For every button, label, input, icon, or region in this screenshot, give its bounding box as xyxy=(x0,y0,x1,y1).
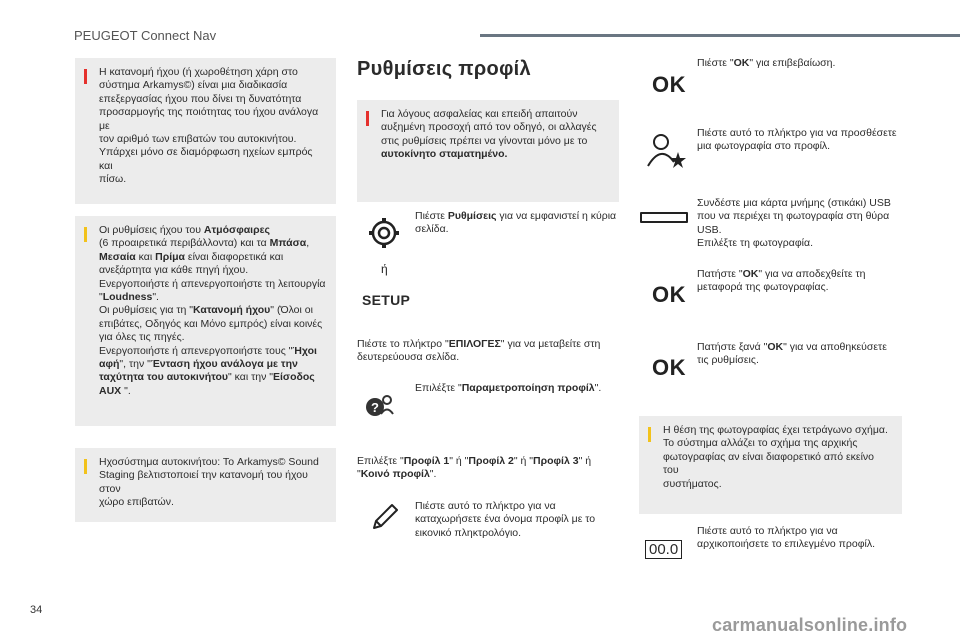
sound-staging-note xyxy=(75,448,336,522)
note-line: Οι ρυθμίσεις για τη "Κατανομή ήχου" (Όλοι οι xyxy=(99,304,313,317)
warning-marker xyxy=(84,69,87,84)
note-line: αυξημένη προσοχή από τον οδηγό, οι αλλαγές xyxy=(381,121,597,134)
header-title: PEUGEOT Connect Nav xyxy=(74,28,217,43)
step-line: καταχωρήσετε ένα όνομα προφίλ με το xyxy=(415,513,596,526)
ok-button[interactable]: OK xyxy=(652,355,686,380)
note-line: AUX ". xyxy=(99,384,131,397)
step-line: αρχικοποιήσετε το επιλεγμένο προφίλ. xyxy=(697,538,876,551)
note-line: (6 προαιρετικά περιβάλλοντα) και τα Μπάσα, xyxy=(99,237,310,250)
step-line: Πιέστε αυτό το πλήκτρο για να xyxy=(697,525,838,537)
arkamys-note xyxy=(75,58,336,204)
svg-text:?: ? xyxy=(371,400,379,415)
note-line: επεξεργασίας ήχου που δίνει τη δυνατότητα xyxy=(99,92,302,105)
step-line: Επιλέξτε "Προφίλ 1" ή "Προφίλ 2" ή "Προφίλ 3" ή xyxy=(357,455,592,467)
or-label: ή xyxy=(381,262,388,276)
info-marker xyxy=(84,459,87,474)
info-marker xyxy=(84,227,87,242)
pencil-icon[interactable] xyxy=(368,500,402,534)
step-usb xyxy=(697,197,891,251)
note-line: συστήματος. xyxy=(663,477,722,490)
step-line: μεταφορά της φωτογραφίας. xyxy=(697,281,829,294)
note-line: πίσω. xyxy=(99,173,127,186)
step-add-photo xyxy=(697,127,897,154)
watermark: carmanualsonline.info xyxy=(712,615,908,635)
warning-marker xyxy=(366,111,369,126)
note-line: Staging βελτιστοποιεί την κατανομή του ήχου στον xyxy=(99,469,308,495)
note-line: Η θέση της φωτογραφίας έχει τετράγωνο σχήμα. xyxy=(663,424,888,436)
step-line: σελίδα. xyxy=(415,223,449,236)
usb-port-icon xyxy=(640,212,688,223)
page-number: 34 xyxy=(30,604,43,616)
step-line: USB. xyxy=(697,223,722,236)
note-line: αφή", την "Ένταση ήχου ανάλογα με την xyxy=(99,358,298,371)
audio-settings-note xyxy=(75,216,336,426)
note-line: προσαρμογής της ποιότητας του ήχου ανάλογα με xyxy=(99,106,319,132)
reset-profile-button[interactable]: 00.0 xyxy=(645,540,682,559)
step-line: Επιλέξτε "Παραμετροποίηση προφίλ". xyxy=(415,382,602,394)
profile-help-icon[interactable] xyxy=(362,390,396,424)
setup-button[interactable]: SETUP xyxy=(362,292,411,308)
gear-icon[interactable] xyxy=(368,217,400,249)
note-line: Οι ρυθμίσεις ήχου του Ατμόσφαιρες xyxy=(99,224,271,236)
step-line: μια φωτογραφία στο προφίλ. xyxy=(697,140,831,153)
add-photo-icon[interactable] xyxy=(645,130,687,170)
note-line: αυτοκίνητο σταματημένο. xyxy=(381,148,508,161)
note-line: Το σύστημα αλλάζει το σχήμα της αρχικής xyxy=(663,437,858,450)
step-ok-save xyxy=(697,341,887,368)
note-line: Για λόγους ασφαλείας και επειδή απαιτούν xyxy=(381,108,578,120)
ok-button[interactable]: OK xyxy=(652,72,686,97)
step-line: Επιλέξτε τη φωτογραφία. xyxy=(697,237,813,250)
step-line: "Κοινό προφίλ". xyxy=(357,468,437,481)
note-line: ανεξάρτητα για κάθε πηγή ήχου. xyxy=(99,264,249,277)
step-reset xyxy=(697,525,875,552)
note-line: Η κατανομή ήχου (ή χωροθέτηση χάρη στο xyxy=(99,66,298,78)
photo-format-note xyxy=(639,416,902,514)
note-line: Ηχοσύστημα αυτοκινήτου: Το Arkamys© Sound xyxy=(99,456,319,468)
section-heading: Ρυθμίσεις προφίλ xyxy=(357,58,531,80)
step-line: τις ρυθμίσεις. xyxy=(697,354,759,367)
ok-button[interactable]: OK xyxy=(652,282,686,307)
note-line: ταχύτητα του αυτοκινήτου" και την "Είσοδος xyxy=(99,371,315,384)
note-line: Μεσαία και Πρίμα είναι διαφορετικά και xyxy=(99,250,284,263)
note-line: "Loudness". xyxy=(99,291,159,304)
step-line: Πιέστε αυτό το πλήκτρο για να προσθέσετε xyxy=(697,127,897,139)
step-name-profile xyxy=(415,500,595,540)
step-ok-accept xyxy=(697,268,865,295)
note-line: Ενεργοποιήστε ή απενεργοποιήστε τη λειτουργία xyxy=(99,277,326,290)
note-line: σύστημα Arkamys©) είναι μια διαδικασία xyxy=(99,79,288,92)
note-line: χώρο επιβατών. xyxy=(99,496,174,509)
step-line: Πατήστε ξανά "OK" για να αποθηκεύσετε xyxy=(697,341,887,353)
step-line: εικονικό πληκτρολόγιο. xyxy=(415,526,522,539)
note-line: Ενεργοποιήστε ή απενεργοποιήστε τους "Ήχοι xyxy=(99,344,317,357)
note-line: φωτογραφίας αν είναι διαφορετικό από εκείνο του xyxy=(663,450,875,477)
step-profile-settings xyxy=(415,382,601,395)
step-line: που να περιέχει τη φωτογραφία στη θύρα xyxy=(697,210,890,223)
note-line: Υπάρχει μόνο σε διαμόρφωση ηχείων εμπρός και xyxy=(99,146,313,172)
step-line: Πιέστε Ρυθμίσεις για να εμφανιστεί η κύρια xyxy=(415,210,617,222)
step-options xyxy=(357,338,600,365)
step-select-profile xyxy=(357,455,591,482)
step-ok-confirm xyxy=(697,57,835,70)
header-divider xyxy=(480,34,960,37)
step-line: Πιέστε "OK" για επιβεβαίωση. xyxy=(697,57,836,69)
step-line: Πιέστε αυτό το πλήκτρο για να xyxy=(415,500,556,512)
note-line: τον αριθμό των επιβατών του αυτοκινήτου. xyxy=(99,133,297,146)
note-line: επιβάτες, Οδηγός και Μόνο εμπρός) είναι κοινές xyxy=(99,317,323,330)
step-line: δευτερεύουσα σελίδα. xyxy=(357,351,460,364)
step-line: Πατήστε "OK" για να αποδεχθείτε τη xyxy=(697,268,866,280)
info-marker xyxy=(648,427,651,442)
safety-note xyxy=(357,100,619,202)
note-line: στις ρυθμίσεις πρέπει να γίνονται μόνο με το xyxy=(381,134,588,147)
step-settings xyxy=(415,210,616,237)
step-line: Συνδέστε μια κάρτα μνήμης (στικάκι) USB xyxy=(697,197,891,209)
step-line: Πιέστε το πλήκτρο "ΕΠΙΛΟΓΕΣ" για να μεταβείτε στη xyxy=(357,338,601,350)
note-line: για όλες τις πηγές. xyxy=(99,331,185,344)
